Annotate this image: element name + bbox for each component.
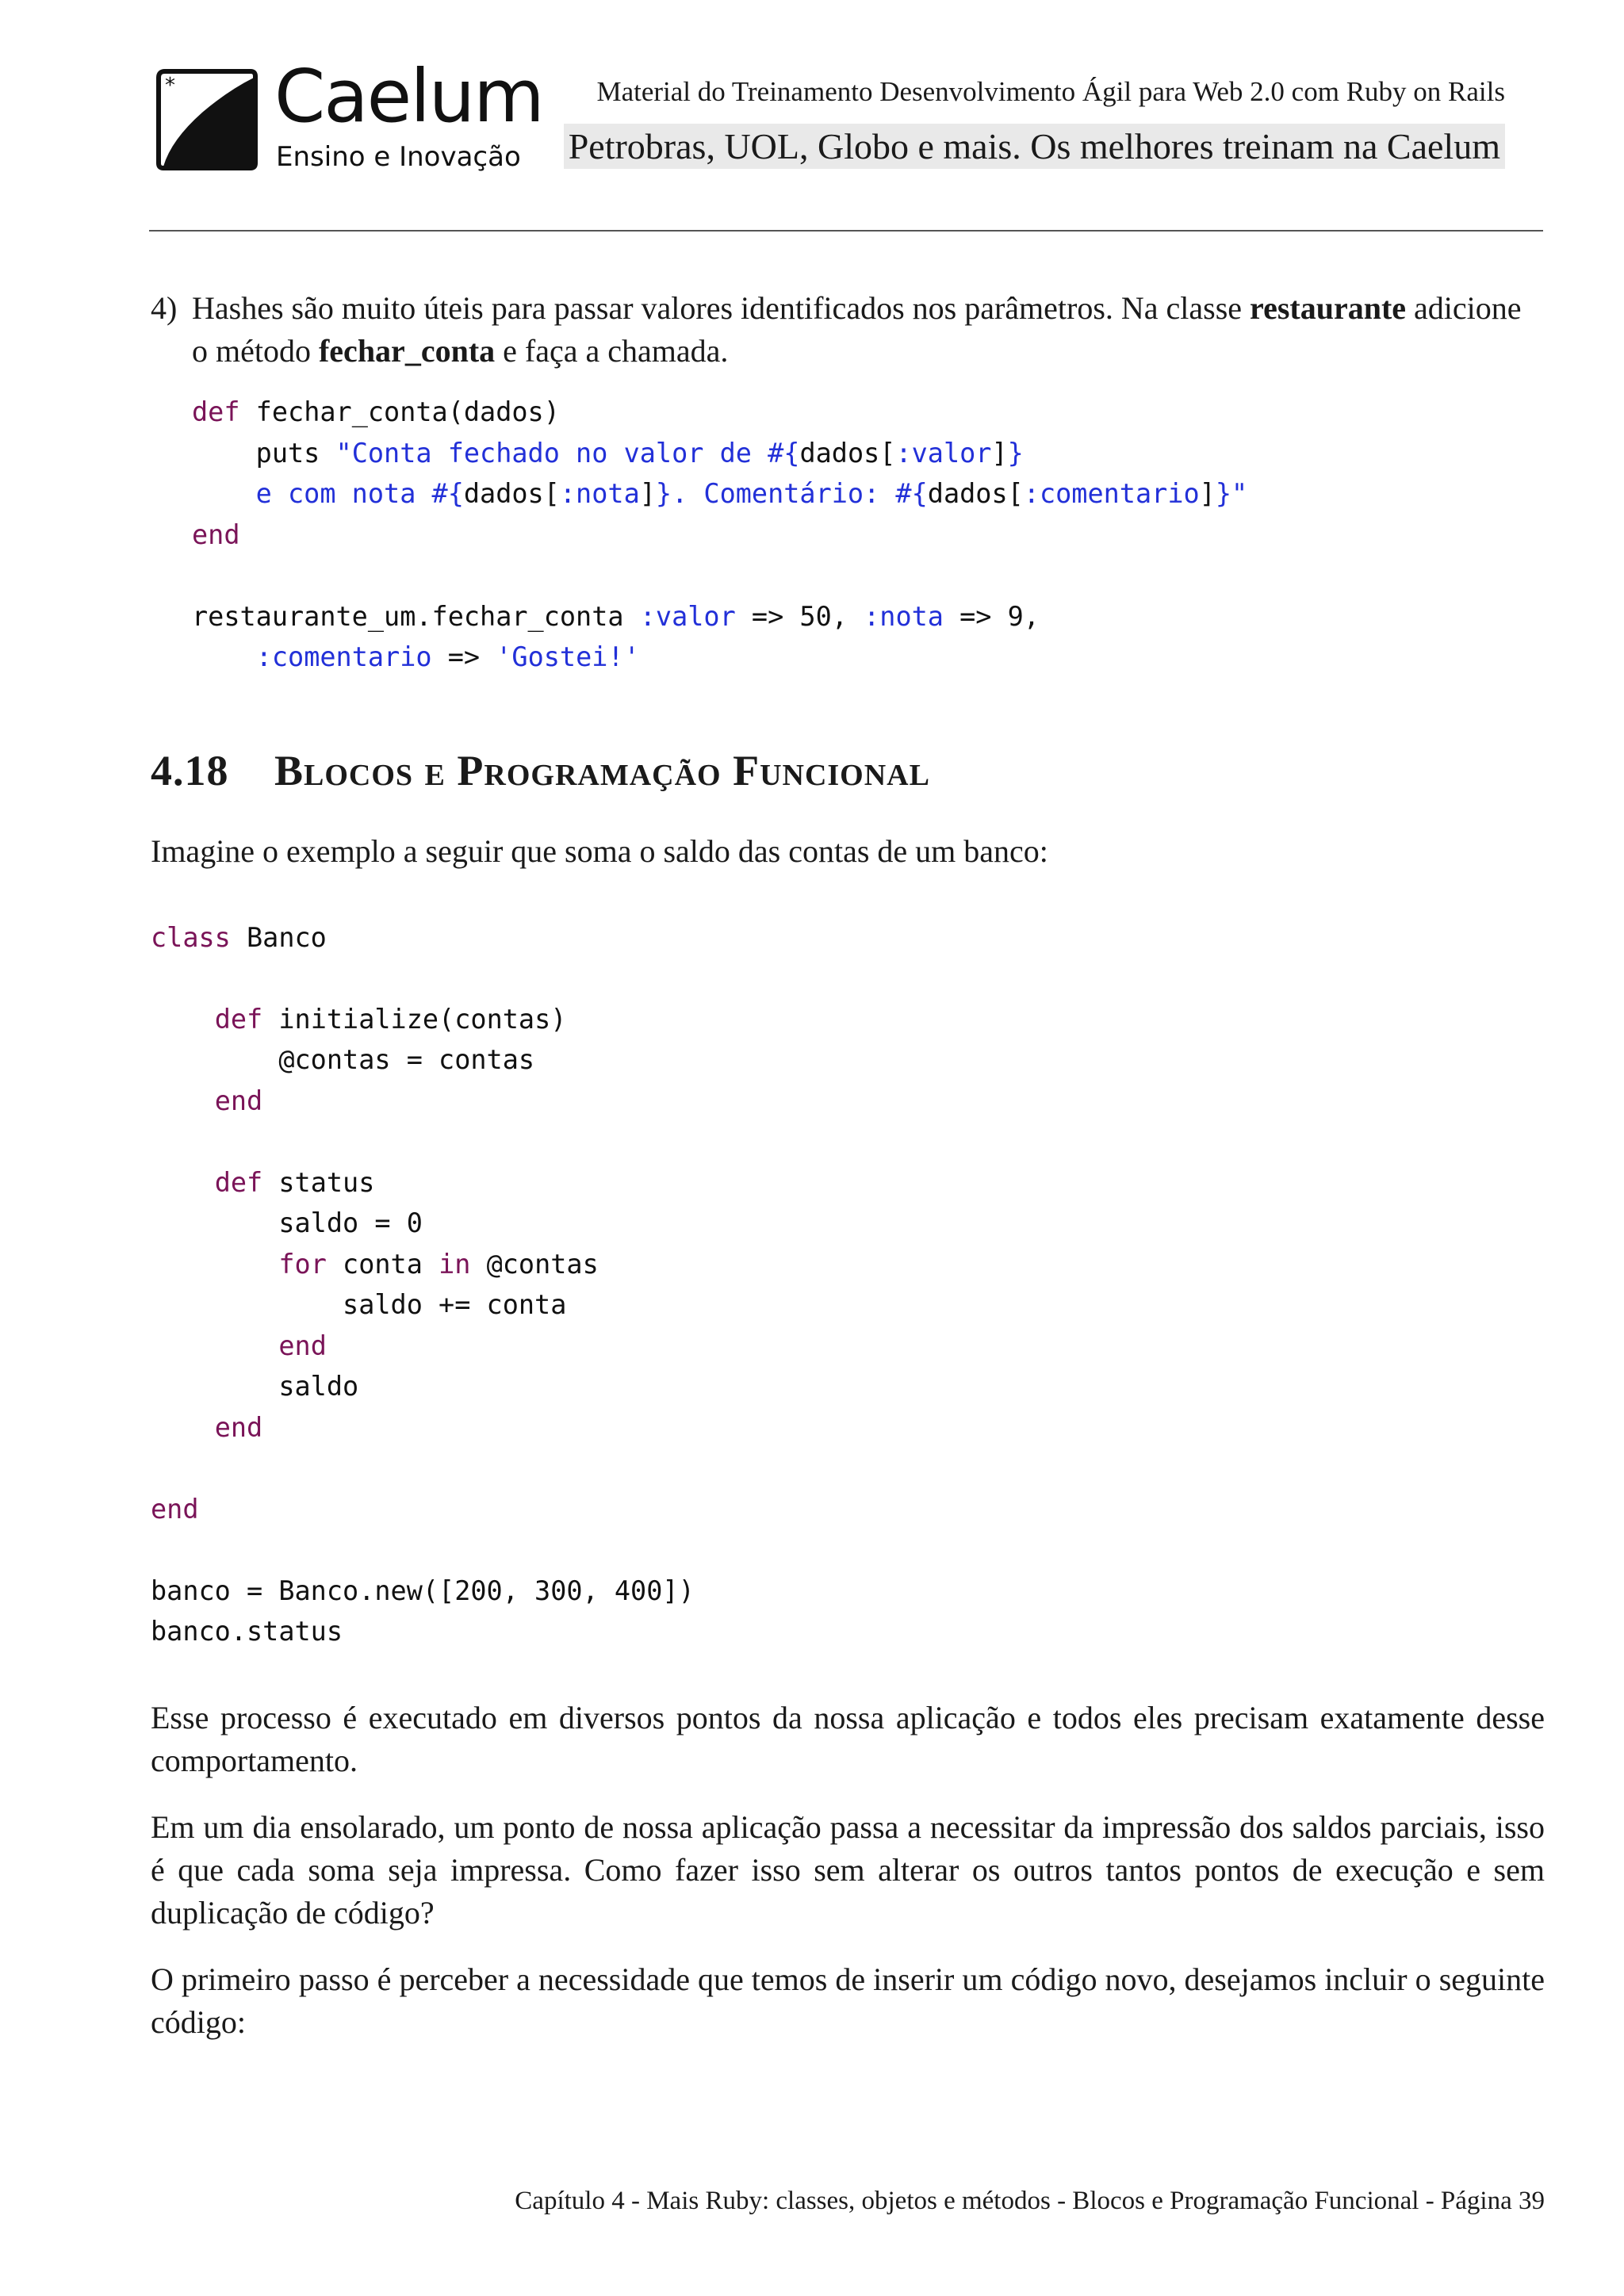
caelum-logo xyxy=(155,54,543,176)
code-line xyxy=(151,1039,1545,1081)
code-token: banco = Banco.new([200, 300, 400]) xyxy=(151,1575,695,1606)
code-token: end xyxy=(278,1330,327,1361)
svg-text:*: * xyxy=(165,74,175,98)
code-token: dados[ xyxy=(927,478,1024,509)
code-token xyxy=(151,1249,278,1280)
code-token xyxy=(151,1004,215,1035)
code-block-banco xyxy=(151,917,1545,1652)
code-token: } xyxy=(1007,437,1024,469)
code-token: => xyxy=(431,641,496,672)
code-token: Banco xyxy=(230,921,327,953)
code-line xyxy=(151,1326,1545,1367)
code-token: ] xyxy=(1199,478,1216,509)
code-line xyxy=(192,596,1545,637)
code-token: @contas xyxy=(470,1248,599,1280)
code-token xyxy=(151,1167,215,1198)
code-token: ] xyxy=(991,437,1008,469)
code-block-fechar-conta xyxy=(192,392,1545,678)
code-token: saldo xyxy=(151,1371,359,1402)
code-token: ] xyxy=(639,478,656,509)
code-token: dados[ xyxy=(799,437,896,469)
code-token xyxy=(151,1412,215,1443)
code-line xyxy=(192,473,1545,515)
code-token: end xyxy=(192,519,240,550)
code-token: end xyxy=(214,1085,263,1116)
code-line xyxy=(192,515,1545,556)
code-token: dados[ xyxy=(463,478,560,509)
code-token: :nota xyxy=(864,600,944,632)
exercise-bold-class: restaurante xyxy=(1250,290,1407,326)
exercise-number: 4) xyxy=(151,290,178,326)
code-token: def xyxy=(214,1166,263,1198)
code-token: => 9, xyxy=(943,600,1040,632)
code-line xyxy=(151,1244,1545,1285)
section-title: Blocos e Programação Funcional xyxy=(274,746,930,794)
code-line xyxy=(151,1081,1545,1122)
code-token: initialize(contas) xyxy=(262,1003,567,1035)
code-line xyxy=(151,1203,1545,1244)
code-line xyxy=(151,1611,1545,1652)
code-token xyxy=(192,641,256,672)
code-line xyxy=(151,1162,1545,1203)
code-token: end xyxy=(151,1493,199,1525)
code-line xyxy=(151,1489,1545,1530)
code-line xyxy=(151,1448,1545,1489)
code-token: def xyxy=(214,1003,263,1035)
code-token: "Conta fechado no valor de #{ xyxy=(335,437,800,469)
header-slogan: Petrobras, UOL, Globo e mais. Os melhores treinam na Caelum xyxy=(564,124,1505,169)
code-line xyxy=(192,433,1545,474)
code-line xyxy=(151,999,1545,1040)
paragraph-1: Esse processo é executado em diversos pontos da nossa aplicação e todos eles precisam exatamente desse comportamento. xyxy=(151,1699,1545,1778)
code-token: class xyxy=(151,921,231,953)
header-course-title: Material do Treinamento Desenvolvimento Ágil para Web 2.0 com Ruby on Rails xyxy=(596,76,1505,107)
code-token xyxy=(151,1330,278,1361)
exercise-item-4 xyxy=(151,287,1545,373)
section-heading xyxy=(151,746,1545,795)
code-token: banco.status xyxy=(151,1616,343,1647)
paragraph-2: Em um dia ensolarado, um ponto de nossa aplicação passa a necessitar da impressão dos saldos parciais, isso é que cada soma seja impressa. Como fazer isso sem alterar os outros tantos pontos de execução e sem duplicação de código? xyxy=(151,1808,1545,1931)
code-line xyxy=(151,1366,1545,1407)
caelum-logo-icon xyxy=(155,68,259,171)
code-line xyxy=(151,958,1545,999)
code-token: fechar_conta(dados) xyxy=(239,396,560,427)
code-token: }" xyxy=(1215,478,1248,509)
code-token: end xyxy=(214,1411,263,1443)
code-token: :valor xyxy=(895,437,992,469)
code-token: puts xyxy=(192,437,336,469)
code-token: status xyxy=(262,1166,375,1198)
header-divider xyxy=(149,230,1543,232)
paragraph-3: O primeiro passo é perceber a necessidade que temos de inserir um código novo, desejamos incluir o seguinte código: xyxy=(151,1961,1545,2040)
code-token: => 50, xyxy=(735,600,864,632)
code-token: }. Comentário: #{ xyxy=(655,478,928,509)
code-line xyxy=(192,555,1545,596)
code-token: :comentario xyxy=(1023,478,1200,509)
code-token: :comentario xyxy=(255,641,432,672)
page-content xyxy=(151,287,1545,2044)
code-line xyxy=(151,1284,1545,1326)
code-token: saldo = 0 xyxy=(151,1207,423,1238)
page-footer: Capítulo 4 - Mais Ruby: classes, objetos e métodos - Blocos e Programação Funcional - Página 39 xyxy=(515,2187,1545,2215)
code-token: :valor xyxy=(639,600,736,632)
code-line xyxy=(151,1529,1545,1571)
section-number: 4.18 xyxy=(151,746,229,794)
exercise-bold-method: fechar_conta xyxy=(318,333,496,369)
exercise-text-2: adicione o método xyxy=(192,290,1522,369)
code-token: @contas = contas xyxy=(151,1044,535,1075)
code-token: conta xyxy=(326,1248,439,1280)
code-line xyxy=(151,1571,1545,1612)
code-token: :nota xyxy=(559,478,640,509)
logo-wordmark: Caelum xyxy=(274,54,543,139)
code-token: 'Gostei!' xyxy=(496,641,640,672)
code-token: saldo += conta xyxy=(151,1289,567,1320)
code-token: e com nota #{ xyxy=(192,478,464,509)
code-line xyxy=(192,637,1545,678)
code-line xyxy=(192,392,1545,433)
paragraph-intro: Imagine o exemplo a seguir que soma o saldo das contas de um banco: xyxy=(151,832,1048,869)
code-token: in xyxy=(439,1248,471,1280)
code-token: def xyxy=(192,396,240,427)
exercise-text-1: Hashes são muito úteis para passar valores identificados nos parâmetros. Na classe xyxy=(192,290,1251,326)
code-token xyxy=(151,1085,215,1116)
logo-tagline: Ensino e Inovação xyxy=(276,141,521,173)
code-line xyxy=(151,1121,1545,1162)
code-line xyxy=(151,917,1545,959)
code-line xyxy=(151,1407,1545,1448)
exercise-text-3: e faça a chamada. xyxy=(495,333,729,369)
code-token: for xyxy=(278,1248,327,1280)
code-token: restaurante_um.fechar_conta xyxy=(192,600,640,632)
